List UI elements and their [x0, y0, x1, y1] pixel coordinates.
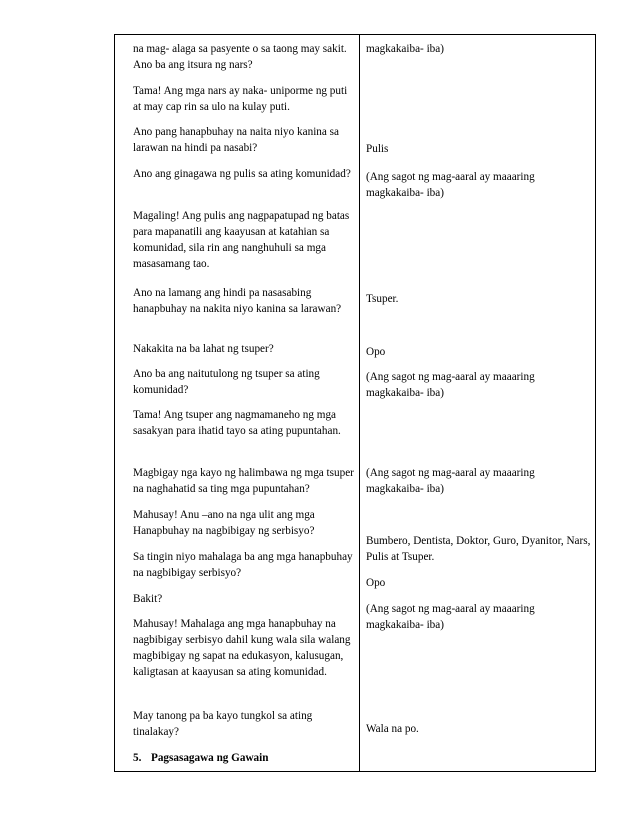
teacher-line: Tama! Ang tsuper ang nagmamaneho ng mga sasakyan para ihatid tayo sa ating pupuntahan. — [133, 409, 341, 437]
teacher-line: May tanong pa ba kayo tungkol sa ating tinalakay? — [133, 710, 313, 738]
student-answer: Opo — [366, 577, 386, 589]
student-answer: Tsuper. — [366, 293, 399, 305]
teacher-line: Magbigay nga kayo ng halimbawa ng mga tsuper na naghahatid sa ting mga pupuntahan? — [133, 467, 354, 495]
section-number: 5. — [133, 752, 142, 764]
teacher-line: Ano ba ang naitutulong ng tsuper sa ating komunidad? — [133, 368, 320, 396]
student-answer: Wala na po. — [366, 723, 419, 735]
column-divider — [359, 35, 360, 771]
student-answer: magkakaiba- iba) — [366, 43, 444, 55]
section-heading — [133, 750, 355, 766]
teacher-line: Magaling! Ang pulis ang nagpapatupad ng batas para mapanatili ang kaayusan at katahian sa komunidad, sila rin ang nanghuhuli sa mga masasamang tao. — [133, 210, 350, 270]
teacher-line: Mahusay! Anu –ano na nga ulit ang mga Hanapbuhay na nagbibigay ng serbisyo? — [133, 509, 315, 537]
lesson-table — [114, 34, 596, 772]
teacher-line: Nakakita na ba lahat ng tsuper? — [133, 343, 274, 355]
teacher-line: Ano ang ginagawa ng pulis sa ating komunidad? — [133, 168, 351, 180]
student-answer: Opo — [366, 346, 386, 358]
student-answer: Pulis — [366, 143, 389, 155]
teacher-line: Mahusay! Mahalaga ang mga hanapbuhay na nagbibigay serbisyo dahil kung wala sila walang magbibigay ng sapat na edukasyon, kalusugan, kaligtasan at kaayusan sa ating komunidad. — [133, 618, 351, 678]
student-answer: (Ang sagot ng mag-aaral ay maaaring magkakaiba- iba) — [366, 603, 535, 631]
student-answer: (Ang sagot ng mag-aaral ay maaaring magkakaiba- iba) — [366, 371, 535, 399]
teacher-line: Bakit? — [133, 593, 163, 605]
teacher-line: Ano pang hanapbuhay na naita niyo kanina sa larawan na hindi pa nasabi? — [133, 126, 339, 154]
teacher-line: Sa tingin niyo mahalaga ba ang mga hanapbuhay na nagbibigay serbisyo? — [133, 551, 353, 579]
student-answer: (Ang sagot ng mag-aaral ay maaaring magkakaiba- iba) — [366, 171, 535, 199]
student-answer: (Ang sagot ng mag-aaral ay maaaring magkakaiba- iba) — [366, 467, 535, 495]
teacher-line: Tama! Ang mga nars ay naka- uniporme ng puti at may cap rin sa ulo na kulay puti. — [133, 85, 348, 113]
student-answer: Bumbero, Dentista, Doktor, Guro, Dyanitor, Nars, Pulis at Tsuper. — [366, 535, 591, 563]
section-title: Pagsasagawa ng Gawain — [151, 752, 269, 764]
teacher-line: Ano na lamang ang hindi pa nasasabing hanapbuhay na nakita niyo kanina sa larawan? — [133, 287, 342, 315]
teacher-line: na mag- alaga sa pasyente o sa taong may sakit. Ano ba ang itsura ng nars? — [133, 43, 347, 71]
